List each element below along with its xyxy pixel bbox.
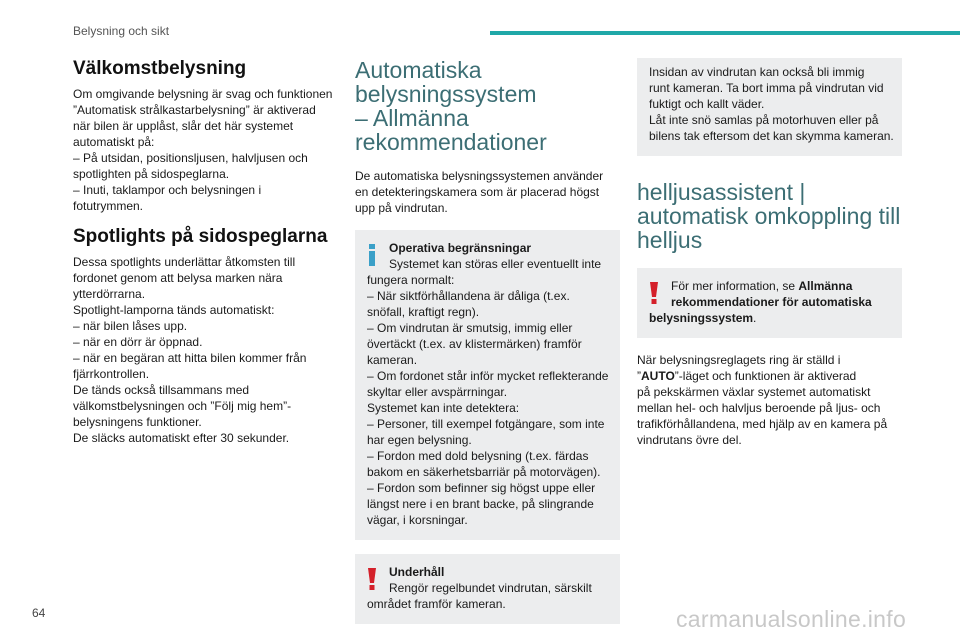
text-line: snöfall, kraftigt regn). bbox=[367, 305, 480, 319]
welcome-lighting-text bbox=[73, 86, 345, 214]
text-line: – När siktförhållandena är dåliga (t.ex. bbox=[367, 289, 570, 303]
header-accent-bar bbox=[490, 31, 960, 35]
warning-icon bbox=[365, 568, 379, 590]
text-line: Automatiska bbox=[355, 57, 482, 83]
note-line: rekommendationer för automatiska bbox=[671, 295, 872, 309]
text-line: ytterdörrarna. bbox=[73, 287, 146, 301]
text-line: spotlighten på sidospeglarna. bbox=[73, 167, 230, 181]
note-windshield-fog bbox=[637, 58, 902, 156]
note-operational-limits bbox=[355, 230, 620, 540]
text-line: Spotlight-lamporna tänds automatiskt: bbox=[73, 303, 275, 317]
text-line: en detekteringskamera som är placerad högst bbox=[355, 185, 600, 199]
text-line: ”AUTO”-läget och funktionen är aktiverad bbox=[637, 369, 857, 383]
note-line: För mer information, se Allmänna bbox=[671, 279, 853, 293]
text-line: När belysningsreglagets ring är ställd i bbox=[637, 353, 841, 367]
text-line: helljusassistent | bbox=[637, 179, 806, 205]
section-title-auto-lighting bbox=[355, 58, 620, 154]
text-line: De tänds också tillsammans med bbox=[73, 383, 250, 397]
text-line: – Inuti, taklampor och belysningen i bbox=[73, 183, 262, 197]
text-line: – Om vindrutan är smutsig, immig eller bbox=[367, 321, 573, 335]
text-line: – På utsidan, positionsljusen, halvljusen och bbox=[73, 151, 308, 165]
note-body bbox=[367, 596, 608, 612]
text-line: – Fordon med dold belysning (t.ex. färdas bbox=[367, 449, 589, 463]
text-line: mellan hel- och halvljus beroende på ljus- och bbox=[637, 401, 881, 415]
note-first-line: Rengör regelbundet vindrutan, särskilt bbox=[389, 581, 592, 595]
text-line: rekommendationer bbox=[355, 129, 547, 155]
text-line: – Personer, till exempel fotgängare, som inte bbox=[367, 417, 605, 431]
text-line: – Om fordonet står inför mycket reflekterande bbox=[367, 369, 609, 383]
text-line: skyltar eller avspärrningar. bbox=[367, 385, 508, 399]
note-heading: Underhåll bbox=[389, 565, 445, 579]
text-line: automatiskt på: bbox=[73, 135, 155, 149]
mirror-spotlights-text bbox=[73, 254, 345, 446]
column-left bbox=[73, 58, 345, 458]
text-line: kameran. bbox=[367, 353, 418, 367]
text-line: fotutrymmen. bbox=[73, 199, 144, 213]
text-line: Låt inte snö samlas på motorhuven eller på bbox=[649, 113, 879, 127]
auto-lighting-intro bbox=[355, 168, 620, 216]
watermark: carmanualsonline.info bbox=[676, 606, 907, 632]
text-line: belysningssystem bbox=[355, 81, 537, 107]
info-icon bbox=[365, 244, 379, 266]
header-title: Belysning och sikt bbox=[73, 24, 170, 38]
text-line: området framför kameran. bbox=[367, 597, 506, 611]
text-line: – när en dörr är öppnad. bbox=[73, 335, 203, 349]
column-right bbox=[637, 58, 902, 460]
note-more-info bbox=[637, 268, 902, 338]
text-line: fjärrkontrollen. bbox=[73, 367, 150, 381]
text-line: De automatiska belysningssystemen använder bbox=[355, 169, 604, 183]
text-line: upp på vindrutan. bbox=[355, 201, 448, 215]
text-line: övertäckt (t.ex. av klistermärken) framför bbox=[367, 337, 582, 351]
note-first-line: Systemet kan störas eller eventuellt inte bbox=[389, 257, 602, 271]
text-line: – Fordon som befinner sig högst uppe eller bbox=[367, 481, 596, 495]
note-line: belysningssystem. bbox=[649, 311, 757, 325]
text-line: vägar, i korsningar. bbox=[367, 513, 468, 527]
text-line: bakom en säkerhetsbarriär på motorvägen). bbox=[367, 465, 601, 479]
text-line: bilens tak eftersom det kan skymma kameran. bbox=[649, 129, 894, 143]
text-line: välkomstbelysningen och ”Följ mig hem”- bbox=[73, 399, 292, 413]
text-line: när bilen är upplåst, slår det här systemet bbox=[73, 119, 294, 133]
text-line: fordonet genom att belysa marken nära bbox=[73, 271, 283, 285]
text-line: De släcks automatiskt efter 30 sekunder. bbox=[73, 431, 290, 445]
note-body bbox=[649, 64, 894, 144]
high-beam-assist-text bbox=[637, 352, 902, 448]
section-title-welcome-lighting: Välkomstbelysning bbox=[73, 58, 247, 79]
text-line: – Allmänna bbox=[355, 105, 469, 131]
text-line: runt kameran. Ta bort imma på vindrutan vid bbox=[649, 81, 884, 95]
text-line: Insidan av vindrutan kan också bli immig bbox=[649, 65, 865, 79]
note-maintenance bbox=[355, 554, 620, 624]
warning-icon bbox=[647, 282, 661, 304]
note-body bbox=[367, 272, 608, 528]
text-line: fungera normalt: bbox=[367, 273, 455, 287]
text-line: Om omgivande belysning är svag och funktionen bbox=[73, 87, 333, 101]
text-line: – när bilen låses upp. bbox=[73, 319, 188, 333]
text-line: fuktigt och kallt väder. bbox=[649, 97, 765, 111]
text-line: helljus bbox=[637, 227, 703, 253]
text-line: Dessa spotlights underlättar åtkomsten till bbox=[73, 255, 296, 269]
text-line: belysningens funktioner. bbox=[73, 415, 202, 429]
text-line: trafikförhållandena, med hjälp av en kamera på bbox=[637, 417, 888, 431]
text-line: har egen belysning. bbox=[367, 433, 472, 447]
text-line: ”Automatisk strålkastarbelysning” är aktiverad bbox=[73, 103, 316, 117]
text-line: automatisk omkoppling till bbox=[637, 203, 901, 229]
column-middle bbox=[355, 58, 620, 638]
note-heading: Operativa begränsningar bbox=[389, 241, 532, 255]
text-line: – när en begäran att hitta bilen kommer från bbox=[73, 351, 307, 365]
text-line: Systemet kan inte detektera: bbox=[367, 401, 520, 415]
page-number: 64 bbox=[32, 606, 46, 620]
text-line: vindrutans övre del. bbox=[637, 433, 742, 447]
section-title-high-beam-assist bbox=[637, 180, 902, 252]
section-title-mirror-spotlights: Spotlights på sidospeglarna bbox=[73, 226, 328, 247]
text-line: på pekskärmen växlar systemet automatiskt bbox=[637, 385, 871, 399]
text-line: längst nere i en brant backe, på slingrande bbox=[367, 497, 594, 511]
